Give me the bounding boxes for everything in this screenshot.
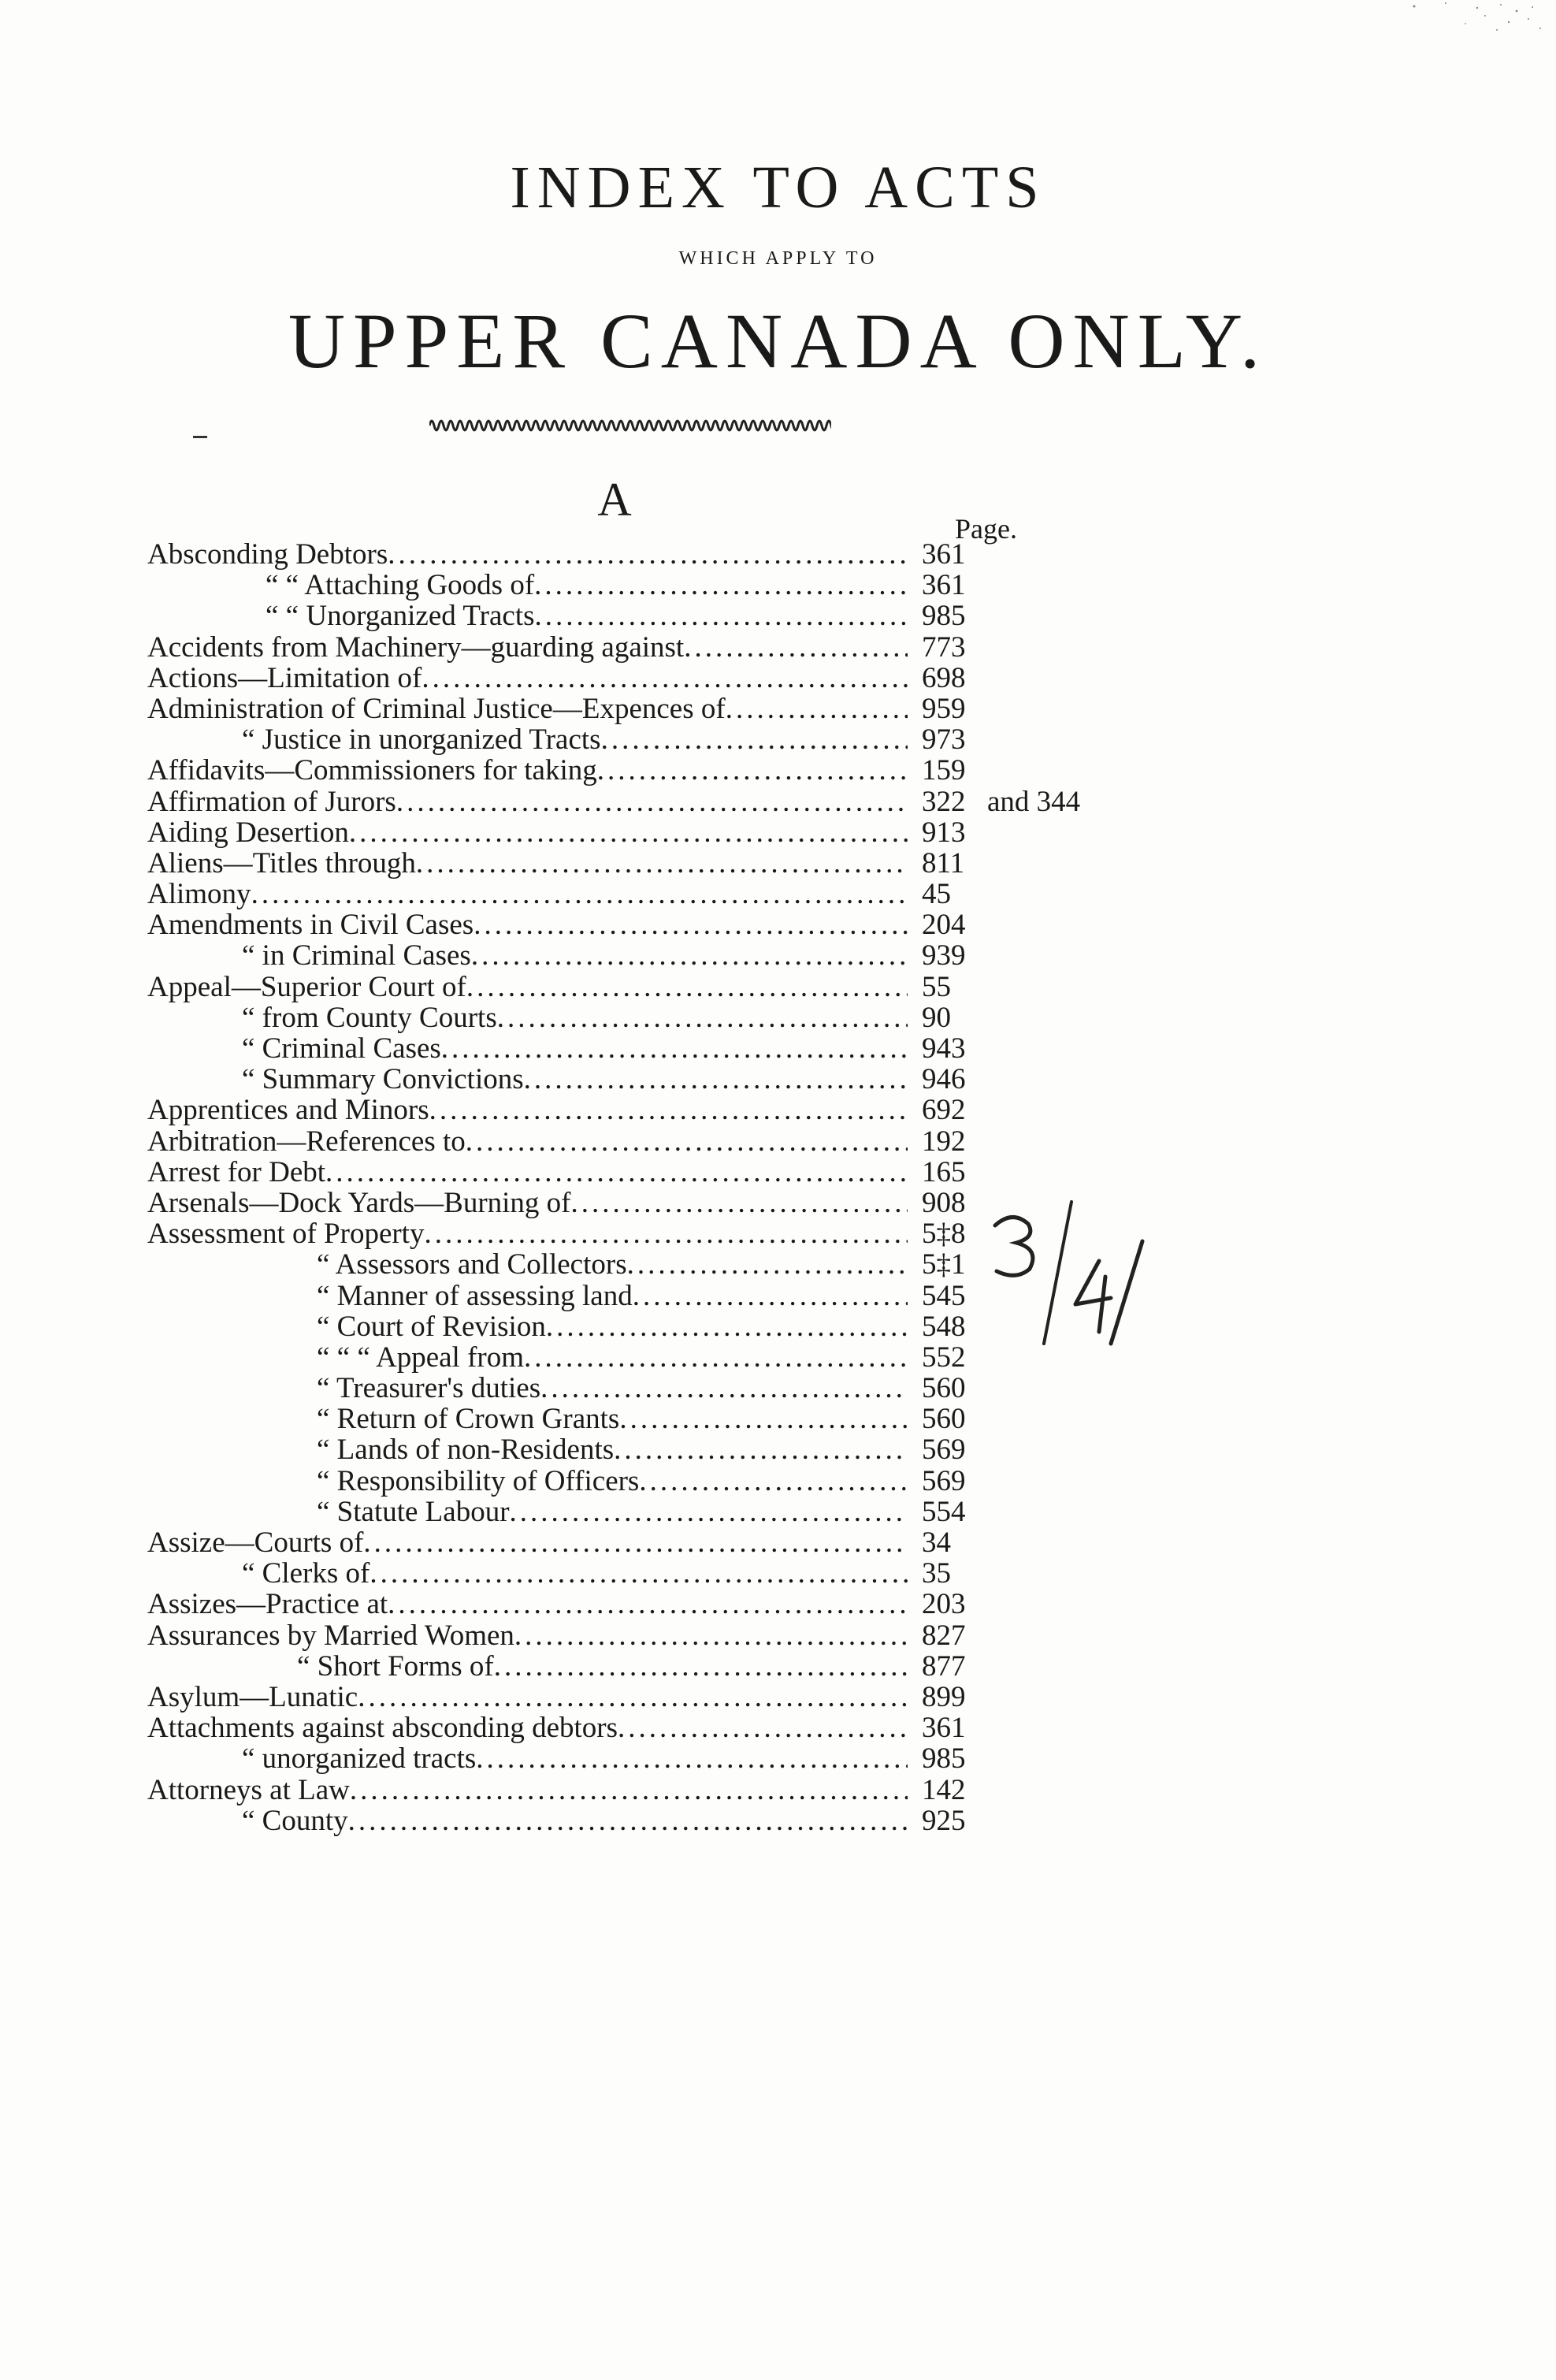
- dot-leader: [350, 1775, 908, 1805]
- entry-page-number: 192: [922, 1125, 966, 1158]
- entry-leader: [317, 1342, 908, 1373]
- title-subline: WHICH APPLY TO: [678, 248, 878, 269]
- index-entry: [147, 972, 1014, 1002]
- entry-leader: [147, 848, 908, 879]
- dot-leader: [540, 1373, 908, 1404]
- entry-page-number: 877: [922, 1649, 966, 1683]
- index-entry: [147, 1249, 1014, 1280]
- index-entry: [147, 848, 1014, 879]
- entry-text: “ Summary Convictions: [242, 1063, 524, 1096]
- dot-leader: [726, 694, 908, 724]
- entry-text: Apprentices and Minors: [147, 1094, 429, 1127]
- dot-leader: [510, 1497, 908, 1527]
- entry-text: Attachments against absconding debtors: [147, 1712, 618, 1745]
- entry-page-number: 560: [922, 1372, 966, 1405]
- entry-leader: [147, 1095, 908, 1125]
- dot-leader: [348, 1805, 908, 1836]
- entry-page-number: 773: [922, 630, 966, 664]
- entry-page-number: 946: [922, 1063, 966, 1096]
- entry-page-number: 554: [922, 1495, 966, 1528]
- index-entry: [147, 1342, 1014, 1373]
- handwritten-annotation: [981, 1194, 1146, 1352]
- entry-leader: [147, 632, 908, 663]
- index-entry: [147, 755, 1014, 786]
- entry-page-number: 985: [922, 600, 966, 633]
- entry-text: “ County: [242, 1804, 348, 1837]
- entry-page-number: 552: [922, 1341, 966, 1374]
- entry-page-number: 34: [922, 1527, 951, 1559]
- entry-leader: [242, 1064, 908, 1095]
- index-entry: [147, 1033, 1014, 1064]
- entry-text: Aliens—Titles through: [147, 846, 416, 879]
- entry-leader: [147, 1157, 908, 1188]
- entry-text: Attorneys at Law: [147, 1773, 350, 1806]
- dot-leader: [494, 1651, 908, 1682]
- entry-page-number: 204: [922, 909, 966, 942]
- index-entry: [147, 1775, 1014, 1805]
- dot-leader: [597, 755, 908, 786]
- index-entry: [147, 1064, 1014, 1095]
- entry-leader: [317, 1404, 908, 1434]
- index-entry: [147, 1527, 1014, 1558]
- dot-leader: [388, 1589, 908, 1620]
- entry-leader: [266, 570, 908, 601]
- entry-leader: [147, 909, 908, 940]
- dot-leader: [627, 1249, 908, 1280]
- title-region: UPPER CANADA ONLY.: [288, 297, 1268, 385]
- entry-text: Arbitration—References to: [147, 1125, 466, 1158]
- index-entry: [147, 817, 1014, 848]
- index-entry: [147, 909, 1014, 940]
- index-entry: [147, 539, 1014, 570]
- entry-text: Arrest for Debt: [147, 1155, 326, 1188]
- entry-additional-page: and 344: [987, 785, 1081, 818]
- dot-leader: [349, 817, 908, 848]
- entry-text: Actions—Limitation of: [147, 661, 422, 694]
- entry-leader: [242, 724, 908, 755]
- entry-page-number: 692: [922, 1094, 966, 1127]
- dot-leader: [639, 1466, 908, 1497]
- entry-page-number: 698: [922, 661, 966, 694]
- entry-text: “ “ Attaching Goods of: [266, 569, 535, 602]
- dot-leader: [684, 632, 908, 663]
- dot-leader: [466, 1126, 908, 1157]
- entry-text: Affidavits—Commissioners for taking: [147, 754, 597, 787]
- entry-text: Arsenals—Dock Yards—Burning of: [147, 1186, 571, 1219]
- entry-text: Assessment of Property: [147, 1218, 425, 1251]
- entry-page-number: 913: [922, 816, 966, 849]
- entry-text: “ Responsibility of Officers: [317, 1464, 640, 1497]
- dot-leader: [571, 1188, 908, 1218]
- index-entry: [147, 1311, 1014, 1342]
- entry-text: “ “ Unorganized Tracts: [266, 600, 535, 633]
- entry-page-number: 560: [922, 1403, 966, 1436]
- entry-leader: [147, 1620, 908, 1651]
- index-entry: [147, 663, 1014, 694]
- handwriting-text: 3/4: [981, 1194, 982, 1195]
- entry-text: “ Short Forms of: [297, 1649, 494, 1683]
- entry-text: Accidents from Machinery—guarding against: [147, 630, 685, 664]
- dot-leader: [601, 724, 908, 755]
- page-column-heading: Page.: [955, 513, 1017, 545]
- index-entry: [147, 1373, 1014, 1404]
- entry-leader: [147, 1126, 908, 1157]
- entry-page-number: 35: [922, 1557, 951, 1590]
- dot-leader: [534, 570, 908, 601]
- index-entry: [147, 1805, 1014, 1836]
- index-entry: [147, 1188, 1014, 1218]
- entry-leader: [147, 1589, 908, 1620]
- index-entry: [147, 632, 1014, 663]
- entry-leader: [317, 1497, 908, 1527]
- dot-leader: [424, 1218, 908, 1249]
- entry-text: “ Assessors and Collectors: [317, 1248, 627, 1281]
- entry-page-number: 569: [922, 1464, 966, 1497]
- entry-page-number: 5‡8: [922, 1218, 966, 1251]
- stray-mark: [193, 436, 207, 438]
- dot-leader: [370, 1558, 908, 1589]
- index-entry: [147, 1126, 1014, 1157]
- entry-leader: [242, 1558, 908, 1589]
- entry-text: Affirmation of Jurors: [147, 785, 396, 818]
- entry-leader: [147, 879, 908, 909]
- dot-leader: [429, 1095, 908, 1125]
- dot-leader: [524, 1064, 908, 1095]
- entry-page-number: 361: [922, 1712, 966, 1745]
- entry-page-number: 159: [922, 754, 966, 787]
- entry-page-number: 973: [922, 723, 966, 757]
- dot-leader: [614, 1434, 908, 1465]
- entry-leader: [147, 1775, 908, 1805]
- entry-leader: [147, 817, 908, 848]
- entry-text: “ unorganized tracts: [242, 1742, 477, 1776]
- entry-leader: [266, 601, 908, 631]
- entry-text: “ Treasurer's duties: [317, 1372, 541, 1405]
- dot-leader: [476, 1743, 908, 1774]
- index-entry: [147, 1434, 1014, 1465]
- index-entry: [147, 1466, 1014, 1497]
- entry-text: “ Statute Labour: [317, 1495, 510, 1528]
- entry-leader: [317, 1466, 908, 1497]
- entry-text: “ in Criminal Cases: [242, 939, 471, 972]
- entry-leader: [147, 1712, 908, 1743]
- entry-leader: [242, 1002, 908, 1033]
- entry-leader: [147, 787, 908, 817]
- entry-text: “ Manner of assessing land: [317, 1279, 633, 1312]
- entry-leader: [317, 1249, 908, 1280]
- entry-page-number: 827: [922, 1619, 966, 1652]
- entry-leader: [242, 1805, 908, 1836]
- dot-leader: [546, 1311, 908, 1342]
- index-entry: [147, 570, 1014, 601]
- entry-page-number: 90: [922, 1001, 951, 1034]
- entry-leader: [317, 1311, 908, 1342]
- entry-page-number: 943: [922, 1032, 966, 1065]
- dot-leader: [514, 1620, 908, 1651]
- entry-leader: [242, 940, 908, 971]
- index-entry: [147, 1620, 1014, 1651]
- entry-leader: [147, 1188, 908, 1218]
- entry-text: Administration of Criminal Justice—Expences of: [147, 692, 726, 725]
- entry-leader: [147, 539, 908, 570]
- entry-page-number: 548: [922, 1310, 966, 1343]
- entry-text: Amendments in Civil Cases: [147, 909, 474, 942]
- entry-page-number: 939: [922, 939, 966, 972]
- index-entry: [147, 1497, 1014, 1527]
- dot-leader: [251, 879, 908, 909]
- entry-page-number: 361: [922, 538, 966, 571]
- entry-leader: [317, 1373, 908, 1404]
- dot-leader: [633, 1281, 908, 1311]
- dot-leader: [619, 1404, 908, 1434]
- dot-leader: [441, 1033, 908, 1064]
- dot-leader: [325, 1157, 908, 1188]
- entry-text: “ Lands of non-Residents: [317, 1434, 615, 1467]
- index-entry: [147, 1558, 1014, 1589]
- index-entry: [147, 1095, 1014, 1125]
- entry-text: Assurances by Married Women: [147, 1619, 514, 1652]
- entry-page-number: 5‡1: [922, 1248, 966, 1281]
- index-entry: [147, 1404, 1014, 1434]
- entry-leader: [147, 972, 908, 1002]
- scan-speckle: [1391, 0, 1548, 39]
- page-title: INDEX TO ACTS: [510, 154, 1046, 221]
- index-entry: [147, 1712, 1014, 1743]
- index-entry: [147, 1281, 1014, 1311]
- index-entry: [147, 1218, 1014, 1249]
- index-entry: [147, 1682, 1014, 1712]
- entry-leader: [147, 755, 908, 786]
- entry-text: Asylum—Lunatic: [147, 1680, 358, 1713]
- dot-leader: [358, 1682, 908, 1712]
- entry-text: “ Court of Revision: [317, 1310, 546, 1343]
- index-entry: [147, 724, 1014, 755]
- dot-leader: [388, 539, 908, 570]
- entry-page-number: 985: [922, 1742, 966, 1776]
- entry-text: “ from County Courts: [242, 1001, 497, 1034]
- entry-text: Aiding Desertion: [147, 816, 349, 849]
- entry-page-number: 165: [922, 1155, 966, 1188]
- wavy-rule-ornament: [429, 410, 831, 441]
- entry-leader: [297, 1651, 908, 1682]
- entry-page-number: 45: [922, 878, 951, 911]
- entry-leader: [317, 1434, 908, 1465]
- entry-leader: [242, 1743, 908, 1774]
- entry-text: Assizes—Practice at: [147, 1588, 388, 1621]
- index-entry: [147, 1002, 1014, 1033]
- entry-page-number: 55: [922, 970, 951, 1003]
- entry-leader: [147, 1682, 908, 1712]
- dot-leader: [535, 601, 908, 631]
- entry-text: “ “ “ Appeal from: [317, 1341, 524, 1374]
- dot-leader: [497, 1002, 908, 1033]
- entry-text: “ Clerks of: [242, 1557, 370, 1590]
- entry-leader: [147, 1218, 908, 1249]
- entry-page-number: 142: [922, 1773, 966, 1806]
- dot-leader: [421, 663, 908, 694]
- index-entry: [147, 1651, 1014, 1682]
- dot-leader: [473, 909, 908, 940]
- entry-page-number: 908: [922, 1186, 966, 1219]
- index-entry: [147, 879, 1014, 909]
- entry-text: Alimony: [147, 878, 251, 911]
- entry-page-number: 899: [922, 1680, 966, 1713]
- index-entry: [147, 601, 1014, 631]
- entry-page-number: 203: [922, 1588, 966, 1621]
- dot-leader: [396, 787, 908, 817]
- index-list: [147, 538, 1081, 1837]
- entry-text: “ Return of Crown Grants: [317, 1403, 620, 1436]
- entry-text: Assize—Courts of: [147, 1527, 364, 1559]
- entry-leader: [147, 694, 908, 724]
- entry-leader: [147, 663, 908, 694]
- entry-text: Absconding Debtors: [147, 538, 388, 571]
- dot-leader: [363, 1527, 908, 1558]
- entry-page-number: 811: [922, 846, 965, 879]
- entry-text: Appeal—Superior Court of: [147, 970, 466, 1003]
- entry-page-number: 361: [922, 569, 966, 602]
- dot-leader: [416, 848, 908, 879]
- index-entry: [147, 785, 1081, 818]
- dot-leader: [466, 972, 908, 1002]
- entry-leader: [242, 1033, 908, 1064]
- index-entry: [147, 940, 1014, 971]
- index-entry: [147, 1157, 1014, 1188]
- entry-text: “ Criminal Cases: [242, 1032, 441, 1065]
- index-entry: [147, 694, 1014, 724]
- index-entry: [147, 1743, 1014, 1774]
- entry-page-number: 322: [922, 785, 966, 818]
- entry-page-number: 959: [922, 692, 966, 725]
- entry-page-number: 545: [922, 1279, 966, 1312]
- index-entry: [147, 1589, 1014, 1620]
- entry-page-number: 925: [922, 1804, 966, 1837]
- section-letter: A: [597, 474, 632, 526]
- dot-leader: [524, 1342, 908, 1373]
- dot-leader: [618, 1712, 908, 1743]
- entry-leader: [147, 1527, 908, 1558]
- entry-leader: [317, 1281, 908, 1311]
- entry-page-number: 569: [922, 1434, 966, 1467]
- dot-leader: [471, 940, 908, 971]
- entry-text: “ Justice in unorganized Tracts: [242, 723, 601, 757]
